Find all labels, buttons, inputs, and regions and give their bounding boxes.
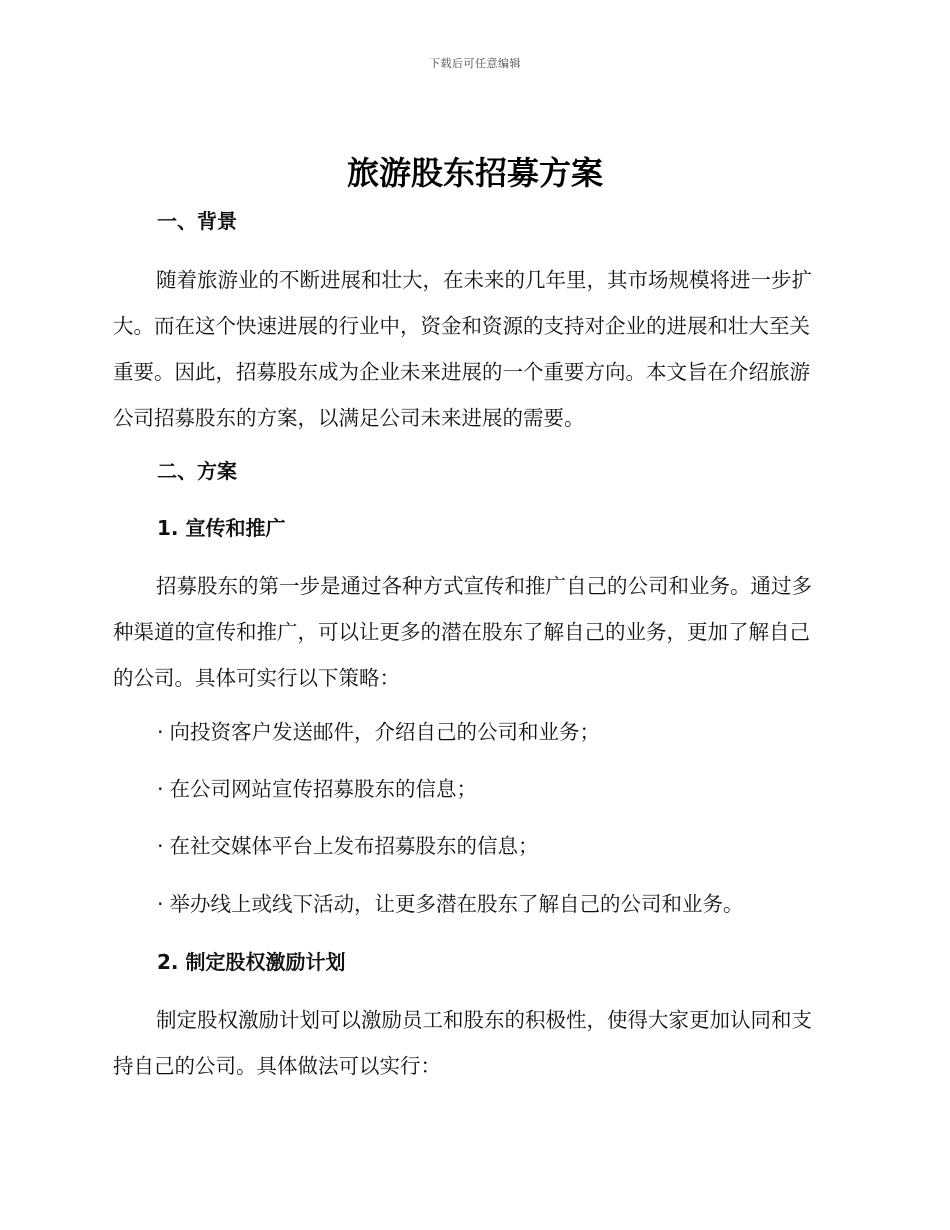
list-item-text: 在公司网站宣传招募股东的信息； — [169, 777, 478, 801]
bullet-icon: · — [157, 834, 164, 858]
equity-incentive-paragraph: 制定股权激励计划可以激励员工和股东的积极性，使得大家更加认同和支持自己的公司。具体做法可以实行： — [113, 1008, 812, 1078]
list-item — [157, 890, 744, 918]
list-item — [157, 832, 539, 860]
list-item-text: 举办线上或线下活动，让更多潜在股东了解自己的公司和业务。 — [169, 892, 744, 916]
promotion-paragraph: 招募股东的第一步是通过各种方式宣传和推广自己的公司和业务。通过多种渠道的宣传和推广，可以让更多的潜在股东了解自己的业务，更加了解自己的公司。具体可实行以下策略： — [113, 574, 812, 690]
bullet-icon: · — [157, 777, 164, 801]
list-item-text: 向投资客户发送邮件，介绍自己的公司和业务； — [169, 720, 601, 744]
document-title: 旅游股东招募方案 — [346, 154, 603, 192]
section-heading-background: 一、背景 — [157, 209, 237, 233]
list-item — [157, 775, 477, 803]
list-item — [157, 718, 600, 746]
list-item-text: 在社交媒体平台上发布招募股东的信息； — [169, 834, 539, 858]
section-heading-plan: 二、方案 — [157, 459, 237, 483]
bullet-icon: · — [157, 892, 164, 916]
subsection-heading-equity-incentive: 2. 制定股权激励计划 — [157, 950, 346, 974]
subsection-heading-promotion: 1. 宣传和推广 — [157, 516, 286, 540]
bullet-icon: · — [157, 720, 164, 744]
background-paragraph: 随着旅游业的不断进展和壮大，在未来的几年里，其市场规模将进一步扩大。而在这个快速进展的行业中，资金和资源的支持对企业的进展和壮大至关重要。因此，招募股东成为企业未来进展的一个重要方向。本文旨在介绍旅游公司招募股东的方案，以满足公司未来进展的需要。 — [113, 268, 812, 430]
page-header-note: 下载后可任意编辑 — [429, 57, 521, 70]
